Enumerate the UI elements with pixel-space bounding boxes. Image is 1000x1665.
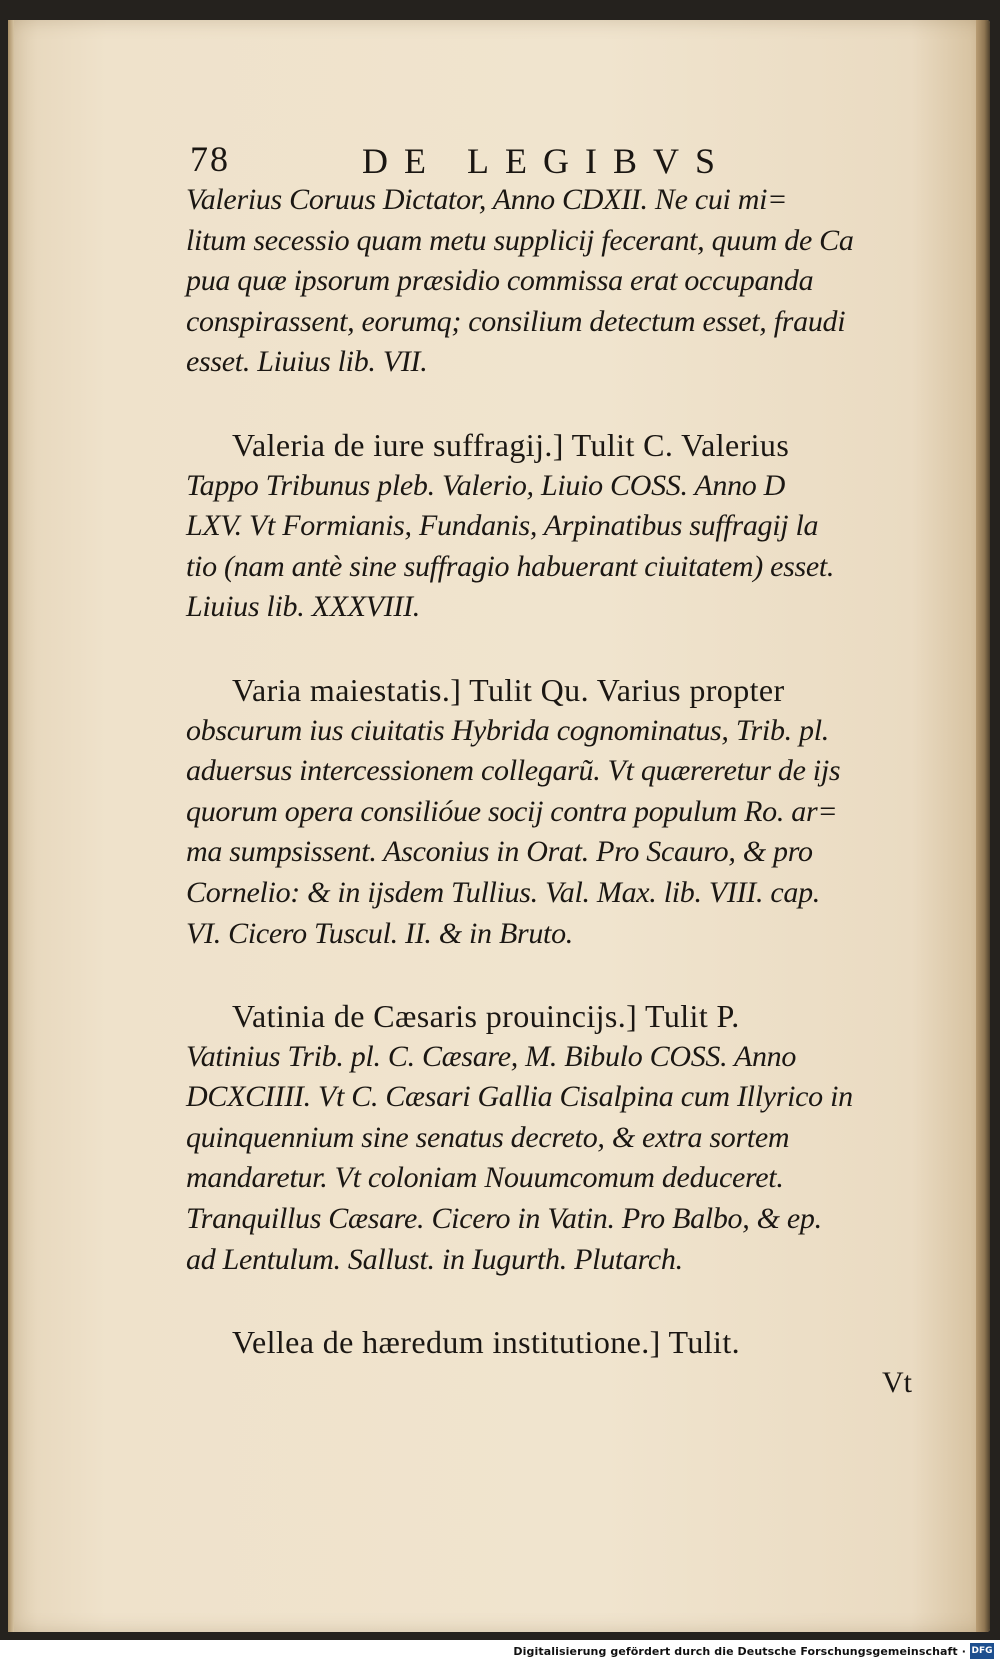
text-line: Tranquillus Cæsare. Cicero in Vatin. Pro Balbo, & ep. <box>186 1202 822 1236</box>
entry-heading: Valeria de iure suffragij.] Tulit C. Valerius <box>232 426 790 463</box>
entry-heading: Varia maiestatis.] Tulit Qu. Varius propter <box>232 671 785 708</box>
text-line: Vatinius Trib. pl. C. Cæsare, M. Bibulo COSS. Anno <box>186 1039 797 1073</box>
text-line: ma sumpsissent. Asconius in Orat. Pro Scauro, & pro <box>186 835 813 869</box>
text-line: Valerius Coruus Dictator, Anno CDXII. Ne cui mi= <box>186 183 788 216</box>
text-line: ad Lentulum. Sallust. in Iugurth. Plutarch. <box>186 1242 683 1276</box>
footer-credit: Digitalisierung gefördert durch die Deutsche Forschungsgemeinschaft · <box>513 1645 966 1658</box>
catchword: Vt <box>882 1365 912 1399</box>
running-title: DE LEGIBVS <box>362 141 731 181</box>
body-text <box>186 180 916 1403</box>
entry-heading: Vellea de hæredum institutione.] Tulit. <box>232 1324 741 1361</box>
dfg-logo: DFG <box>970 1643 994 1659</box>
text-line: obscurum ius ciuitatis Hybrida cognominatus, Trib. pl. <box>186 713 829 747</box>
text-line: pua quæ ipsorum præsidio commissa erat occupanda <box>186 264 814 298</box>
digitization-footer <box>0 1640 1000 1665</box>
text-line: LXV. Vt Formianis, Fundanis, Arpinatibus suffragij la <box>186 509 819 543</box>
book-page <box>8 20 990 1632</box>
page-header <box>182 138 882 186</box>
text-line: tio (nam antè sine suffragio habuerant ciuitatem) esset. <box>186 549 835 583</box>
page-fore-edge <box>976 20 990 1632</box>
entry-heading: Vatinia de Cæsaris prouincijs.] Tulit P. <box>232 998 740 1035</box>
text-line: quorum opera consilióue socij contra populum Ro. ar= <box>186 794 838 828</box>
text-line: Cornelio: & in ijsdem Tullius. Val. Max. lib. VIII. cap. <box>186 875 820 909</box>
text-line: Liuius lib. XXXVIII. <box>186 590 420 624</box>
text-line: litum secessio quam metu supplicij fecerant, quum de Ca <box>186 223 854 257</box>
page-number: 78 <box>190 139 230 179</box>
text-line: conspirassent, eorumq; consilium detectum esset, fraudi <box>186 304 846 338</box>
page-gutter <box>8 20 14 1632</box>
text-line: quinquennium sine senatus decreto, & extra sortem <box>186 1120 790 1154</box>
text-line: esset. Liuius lib. VII. <box>186 345 428 379</box>
text-line: VI. Cicero Tuscul. II. & in Bruto. <box>186 916 573 950</box>
text-line: mandaretur. Vt coloniam Nouumcomum deduceret. <box>186 1161 784 1195</box>
text-line: aduersus intercessionem collegarũ. Vt quæreretur de ijs <box>186 754 841 788</box>
text-line: DCXCIIII. Vt C. Cæsari Gallia Cisalpina cum Illyrico in <box>186 1080 853 1114</box>
text-line: Tappo Tribunus pleb. Valerio, Liuio COSS. Anno D <box>186 468 786 502</box>
